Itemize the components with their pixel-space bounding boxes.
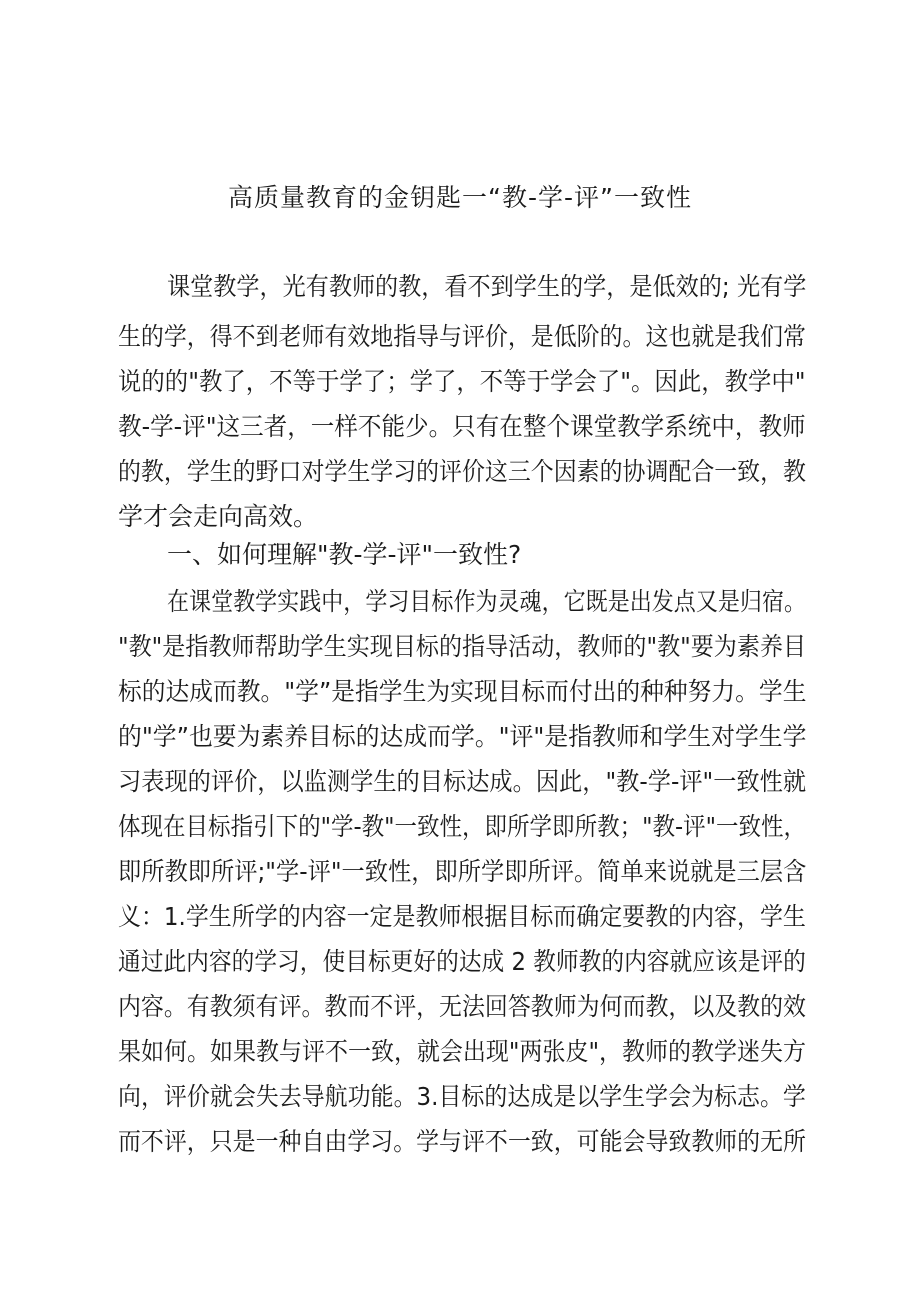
paragraph-line: 的教，学生的野口对学生学习的评价这三个因素的协调配合一致，教 (118, 457, 806, 486)
paragraph-line: 体现在目标指引下的"学-教"一致性，即所学即所教；"教-评"一致性， (118, 812, 807, 841)
paragraph-line: 说的的"教了，不等于学了；学了，不等于学会了"。因此，教学中" (118, 367, 806, 396)
paragraph-line: 义：1.学生所学的内容一定是教师根据目标而确定要教的内容，学生 (118, 902, 806, 931)
paragraph-line: 而不评，只是一种自由学习。学与评不一致，可能会导致教师的无所 (118, 1127, 806, 1156)
paragraph-line: "教"是指教师帮助学生实现目标的指导活动，教师的"教"要为素养目 (118, 632, 807, 661)
paragraph-line: 果如何。如果教与评不一致，就会出现"两张皮"，教师的教学迷失方 (118, 1037, 807, 1066)
paragraph-line: 习表现的评价，以监测学生的目标达成。因此，"教-学-评"一致性就 (118, 767, 807, 796)
paragraph-line: 在课堂教学实践中，学习目标作为灵魂，它既是出发点又是归宿。 (167, 587, 807, 616)
paragraph-line: 通过此内容的学习，使目标更好的达成 2 教师教的内容就应该是评的 (118, 947, 806, 976)
paragraph-line: 生的学，得不到老师有效地指导与评价，是低阶的。这也就是我们常 (118, 322, 806, 351)
paragraph-line: 教-学-评"这三者，一样不能少。只有在整个课堂教学系统中，教师 (118, 412, 806, 441)
paragraph-line: 标的达成而教。"学”是指学生为实现目标而付出的种种努力。学生 (118, 677, 807, 706)
paragraph-line: 课堂教学，光有教师的教，看不到学生的学，是低效的; 光有学 (167, 272, 807, 301)
document-title: 高质量教育的金钥匙一“教-学-评”一致性 (228, 183, 692, 212)
paragraph-line: 即所教即所评;"学-评"一致性，即所学即所评。简单来说就是三层含 (118, 857, 807, 886)
section-heading: 一、如何理解"教-学-评"一致性? (167, 540, 522, 569)
paragraph-line: 的"学”也要为素养目标的达成而学。"评"是指教师和学生对学生学 (118, 722, 807, 751)
paragraph-line: 内容。有教须有评。教而不评，无法回答教师为何而教，以及教的效 (118, 992, 806, 1021)
paragraph-line: 学才会走向高效。 (118, 502, 319, 531)
paragraph-line: 向，评价就会失去导航功能。3.目标的达成是以学生学会为标志。学 (118, 1082, 806, 1111)
